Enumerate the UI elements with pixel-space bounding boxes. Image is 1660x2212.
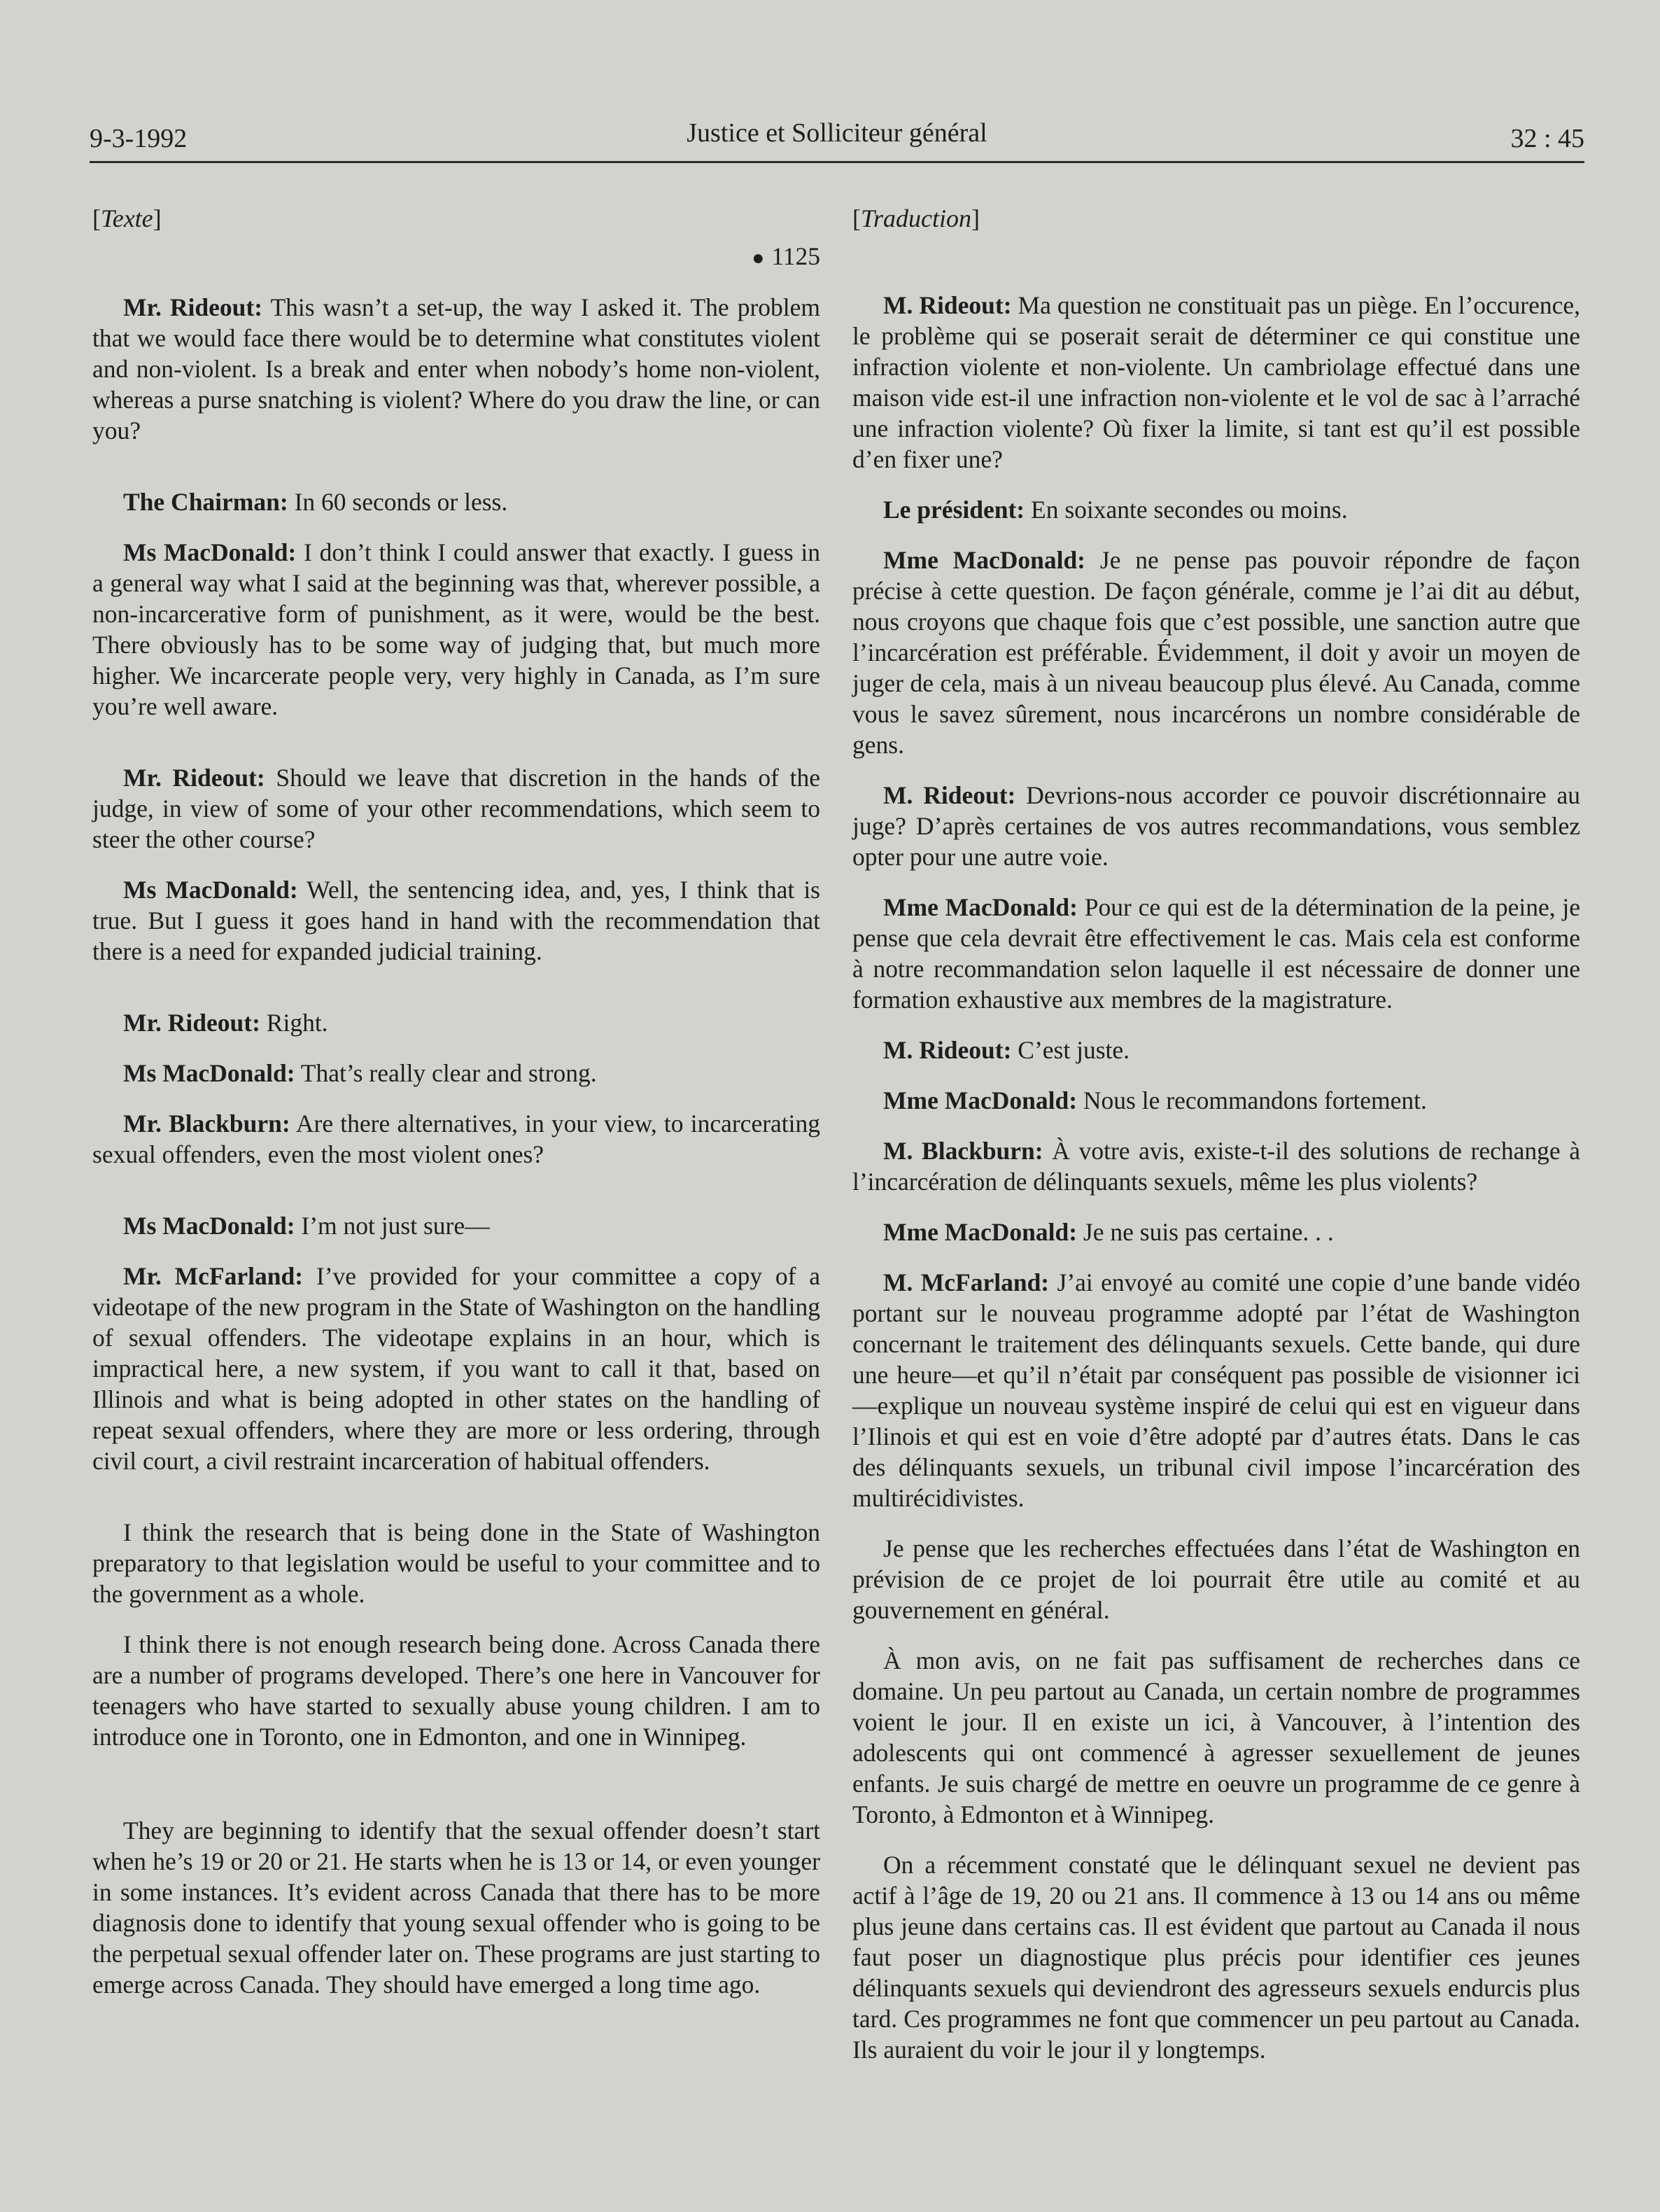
paragraph-text: On a récemment constaté que le délinquant sexuel ne devient pas actif à l’âge de 19, 20 ou 21 ans. Il commence à 13 ou 14 ans ou même plus jeune dans certains cas. Il est évident que partout au Canada il nous faut poser un diagnostique plus précis pour identifier ces jeunes délinquants sexuels qui deviendront des agresseurs sexuels endurcis plus tard. Ces programmes ne font que commencer un peu partout au Canada. Ils auraient du voir le jour il y longtemps.	[852, 1851, 1580, 2064]
paragraph	[852, 545, 1580, 760]
speaker-name: Ms MacDonald:	[123, 1212, 295, 1240]
paragraph	[852, 1217, 1580, 1247]
paragraph-text: Right.	[266, 1009, 328, 1037]
paragraph-text: In 60 seconds or less.	[294, 488, 508, 516]
header-page-number: 32 : 45	[1510, 124, 1584, 153]
paragraph-text: Should we leave that discretion in the hands of the judge, in view of some of your other recommendations, which seem to steer the other course?	[92, 764, 820, 853]
paragraph-text: Well, the sentencing idea, and, yes, I think that is true. But I guess it goes hand in hand with the recommendation that there is a need for expanded judicial training.	[92, 876, 820, 965]
time-marker: ● 1125	[752, 242, 820, 270]
paragraph	[92, 1007, 820, 1038]
speaker-name: Le président:	[883, 496, 1025, 524]
paragraph	[92, 762, 820, 855]
paragraph	[92, 1108, 820, 1170]
french-column	[852, 203, 1580, 2085]
paragraph	[852, 780, 1580, 872]
speaker-name: Mr. McFarland:	[123, 1262, 304, 1290]
header-title: Justice et Solliciteur général	[687, 118, 987, 148]
speaker-name: Ms MacDonald:	[123, 538, 297, 566]
paragraph	[852, 892, 1580, 1015]
paragraph	[92, 1815, 820, 2000]
paragraph-text: I think the research that is being done in the State of Washington preparatory to that legislation would be useful to your committee and to the government as a whole.	[92, 1518, 820, 1608]
speaker-name: M. Rideout:	[883, 781, 1016, 809]
speaker-name: Ms MacDonald:	[123, 876, 298, 904]
running-header	[90, 118, 1584, 163]
header-date: 9-3-1992	[90, 124, 188, 153]
paragraph-text: J’ai envoyé au comité une copie d’une bande vidéo portant sur le nouveau programme adopté par l’état de Washington concernant le traitement des délinquants sexuels. Cette bande, qui dure une heure—et qu’il n’était par conséquent pas possible de visionner ici—explique un nouveau système inspiré de celui qui est en vigueur dans l’Ilinois et qui est en voie d’être adopté par d’autres états. Dans le cas des délinquants sexuels, un tribunal civil impose l’incarcération des multirécidivistes.	[852, 1268, 1580, 1512]
speaker-name: Mr. Rideout:	[123, 764, 265, 792]
speaker-name: Mme MacDonald:	[883, 1218, 1078, 1246]
speaker-name: Mme MacDonald:	[883, 893, 1078, 921]
paragraph-text: Je ne pense pas pouvoir répondre de façon précise à cette question. De façon générale, comme je l’ai dit au début, nous croyons que chaque fois que c’est possible, une sanction autre que l’incarcération est préférable. Évidemment, il doit y avoir un moyen de juger de cela, mais à un niveau beaucoup plus élevé. Au Canada, comme vous le savez sûrement, nous incarcérons un nombre considérable de gens.	[852, 546, 1580, 759]
paragraph-text: Je ne suis pas certaine. . .	[1083, 1218, 1334, 1246]
paragraph-text: Ma question ne constituait pas un piège. En l’occurence, le problème qui se poserait serait de déterminer ce qui constitue une infraction violente et non-violente. Un cambriolage effectué dans une maison vide est-il une infraction non-violente et le vol de sac à l’arraché une infraction violente? Où fixer la limite, si tant est qu’il est possible d’en fixer une?	[852, 291, 1581, 473]
paragraph-text: À mon avis, on ne fait pas suffisament de recherches dans ce domaine. Un peu partout au Canada, un certain nombre de programmes voient le jour. Il en existe un ici, à Vancouver, à l’intention des adolescents qui ont commencé à agresser sexuellement de jeunes enfants. Je suis chargé de mettre en oeuvre un programme de ce genre à Toronto, à Edmonton et à Winnipeg.	[852, 1646, 1580, 1828]
paragraph	[92, 292, 820, 446]
column-spacer	[852, 241, 1580, 290]
paragraph	[92, 874, 820, 967]
paragraph-text: I’m not just sure—	[301, 1212, 490, 1240]
paragraph-text: Pour ce qui est de la détermination de la peine, je pense que cela devrait être effectivement le cas. Mais cela est conforme à notre recommandation selon laquelle il est nécessaire de donner une formation exhaustive aux membres de la magistrature.	[852, 893, 1580, 1014]
speaker-name: Mr. Rideout:	[123, 293, 263, 321]
paragraph	[92, 1058, 820, 1088]
paragraph	[92, 1261, 820, 1476]
paragraph-text: I’ve provided for your committee a copy of a videotape of the new program in the State of Washington on the handling of sexual offenders. The videotape explains in an hour, which is impractical here, a new system, if you want to call it that, based on Illinois and what is being adopted in other states on the handling of repeat sexual offenders, where they are more or less ordering, through civil court, a civil restraint incarceration of habitual offenders.	[92, 1262, 821, 1475]
speaker-name: Mr. Rideout:	[123, 1009, 260, 1037]
speaker-name: M. Rideout:	[883, 1036, 1012, 1064]
speaker-name: Mr. Blackburn:	[123, 1110, 290, 1138]
speaker-name: M. McFarland:	[883, 1268, 1050, 1296]
english-column	[92, 203, 820, 2019]
speaker-name: Mme MacDonald:	[883, 546, 1086, 574]
paragraph-text: Je pense que les recherches effectuées dans l’état de Washington en prévision de ce projet de loi pourrait être utile au comité et au gouvernement en général.	[852, 1534, 1580, 1624]
paragraph	[852, 1267, 1580, 1513]
paragraph	[852, 290, 1580, 475]
paragraph	[92, 1629, 820, 1752]
paragraph-text: They are beginning to identify that the sexual offender doesn’t start when he’s 19 or 20 or 21. He starts when he is 13 or 14, or even younger in some instances. It’s evident across Canada that there has to be more diagnosis done to identify that young sexual offender who is going to be the perpetual sexual offender later on. These programs are just starting to emerge across Canada. They should have emerged a long time ago.	[92, 1816, 820, 1998]
paragraph	[852, 1035, 1580, 1065]
paragraph	[852, 1849, 1580, 2065]
paragraph-text: I don’t think I could answer that exactly. I guess in a general way what I said at the beginning was that, wherever possible, a non-incarcerative form of punishment, as it were, would be the best. There obviously has to be some way of judging that, but much more higher. We incarcerate people very, very highly in Canada, as I’m sure you’re well aware.	[92, 538, 820, 720]
speaker-name: Mme MacDonald:	[883, 1086, 1078, 1114]
paragraph-text: En soixante secondes ou moins.	[1031, 496, 1348, 524]
speaker-name: The Chairman:	[123, 488, 288, 516]
speaker-name: M. Blackburn:	[883, 1137, 1043, 1165]
paragraph	[92, 1210, 820, 1241]
paragraph	[852, 1645, 1580, 1830]
paragraph-text: I think there is not enough research being done. Across Canada there are a number of programs developed. There’s one here in Vancouver for teenagers who have started to sexually abuse young children. I am to introduce one in Toronto, one in Edmonton, and one in Winnipeg.	[92, 1630, 820, 1751]
paragraph-text: À votre avis, existe-t-il des solutions de rechange à l’incarcération de délinquants sexuels, même les plus violents?	[852, 1137, 1581, 1196]
speaker-name: Ms MacDonald:	[123, 1059, 295, 1087]
speaker-name: M. Rideout:	[883, 291, 1012, 319]
paragraph	[852, 494, 1580, 525]
paragraph	[92, 1517, 820, 1609]
section-label-texte: [Texte]	[92, 204, 162, 232]
paragraph-text: C’est juste.	[1018, 1036, 1130, 1064]
paragraph-text: Devrions-nous accorder ce pouvoir discrétionnaire au juge? D’après certaines de vos autres recommandations, vous semblez opter pour une autre voie.	[852, 781, 1580, 871]
paragraph-text: That’s really clear and strong.	[300, 1059, 597, 1087]
paragraph	[92, 486, 820, 517]
paragraph	[852, 1533, 1580, 1625]
paragraph-text: Nous le recommandons fortement.	[1083, 1086, 1427, 1114]
paragraph-text: This wasn’t a set-up, the way I asked it. The problem that we would face there would be to determine what constitutes violent and non-violent. Is a break and enter when nobody’s home non-violent, whereas a purse snatching is violent? Where do you draw the line, or can you?	[92, 293, 820, 444]
bullet-icon: ●	[752, 246, 765, 270]
paragraph	[852, 1085, 1580, 1116]
paragraph-text: Are there alternatives, in your view, to incarcerating sexual offenders, even the most violent ones?	[92, 1110, 821, 1168]
paragraph	[852, 1135, 1580, 1197]
paragraph	[92, 537, 820, 722]
section-label-traduction: [Traduction]	[852, 204, 980, 232]
